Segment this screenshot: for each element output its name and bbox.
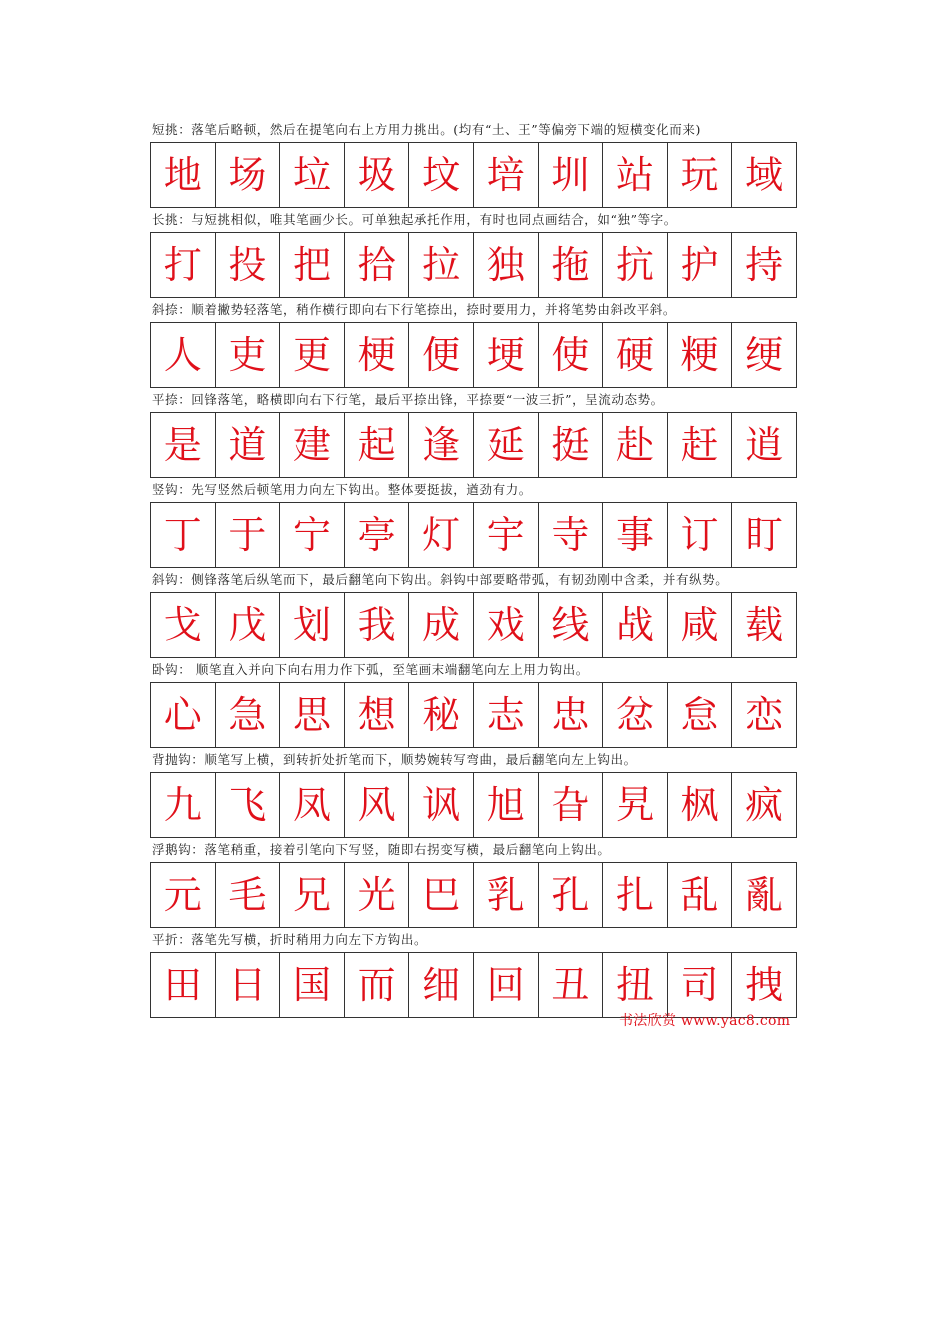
character-cell: 咸 bbox=[668, 593, 733, 657]
section-fu-e-gou bbox=[150, 838, 798, 928]
character-cell: 光 bbox=[345, 863, 410, 927]
character-cell: 圳 bbox=[539, 143, 604, 207]
character-cell: 忿 bbox=[603, 683, 668, 747]
character-grid bbox=[150, 142, 797, 208]
character-cell: 九 bbox=[151, 773, 216, 837]
character-cell: 灯 bbox=[409, 503, 474, 567]
character-cell: 于 bbox=[216, 503, 281, 567]
character-cell: 便 bbox=[409, 323, 474, 387]
section-xie-na bbox=[150, 298, 798, 388]
character-cell: 抗 bbox=[603, 233, 668, 297]
character-grid bbox=[150, 682, 797, 748]
character-grid bbox=[150, 592, 797, 658]
character-cell: 孔 bbox=[539, 863, 604, 927]
character-cell: 是 bbox=[151, 413, 216, 477]
character-cell: 更 bbox=[280, 323, 345, 387]
character-cell: 恋 bbox=[732, 683, 797, 747]
character-cell: 讽 bbox=[409, 773, 474, 837]
character-cell: 埂 bbox=[474, 323, 539, 387]
character-cell: 旭 bbox=[474, 773, 539, 837]
character-grid bbox=[150, 772, 797, 838]
character-cell: 风 bbox=[345, 773, 410, 837]
character-cell: 拾 bbox=[345, 233, 410, 297]
character-grid bbox=[150, 862, 797, 928]
character-cell: 场 bbox=[216, 143, 281, 207]
character-cell: 元 bbox=[151, 863, 216, 927]
character-cell: 建 bbox=[280, 413, 345, 477]
character-cell: 亂 bbox=[732, 863, 797, 927]
stroke-description: 卧钩： 顺笔直入并向下向右用力作下弧，至笔画末端翻笔向左上用力钩出。 bbox=[152, 662, 589, 677]
section-bei-pao-gou bbox=[150, 748, 798, 838]
character-cell: 延 bbox=[474, 413, 539, 477]
character-cell: 人 bbox=[151, 323, 216, 387]
character-cell: 硬 bbox=[603, 323, 668, 387]
character-cell: 巴 bbox=[409, 863, 474, 927]
character-cell: 起 bbox=[345, 413, 410, 477]
character-cell: 疯 bbox=[732, 773, 797, 837]
character-cell: 坟 bbox=[409, 143, 474, 207]
stroke-description: 长挑：与短挑相似，唯其笔画少长。可单独起承托作用，有时也同点画结合，如“独”等字。 bbox=[152, 212, 677, 227]
character-cell: 寺 bbox=[539, 503, 604, 567]
character-cell: 绠 bbox=[732, 323, 797, 387]
stroke-description: 平折：落笔先写横，折时稍用力向左下方钩出。 bbox=[152, 932, 428, 947]
character-cell: 圾 bbox=[345, 143, 410, 207]
practice-sheet bbox=[150, 118, 798, 1018]
character-cell: 载 bbox=[732, 593, 797, 657]
character-cell: 持 bbox=[732, 233, 797, 297]
character-cell: 玩 bbox=[668, 143, 733, 207]
character-grid bbox=[150, 232, 797, 298]
character-cell: 毛 bbox=[216, 863, 281, 927]
character-cell: 域 bbox=[732, 143, 797, 207]
character-cell: 司 bbox=[668, 953, 733, 1017]
character-cell: 戈 bbox=[151, 593, 216, 657]
character-cell: 赶 bbox=[668, 413, 733, 477]
section-ping-na bbox=[150, 388, 798, 478]
character-cell: 打 bbox=[151, 233, 216, 297]
character-cell: 垃 bbox=[280, 143, 345, 207]
character-cell: 独 bbox=[474, 233, 539, 297]
character-cell: 忠 bbox=[539, 683, 604, 747]
character-cell: 田 bbox=[151, 953, 216, 1017]
character-cell: 我 bbox=[345, 593, 410, 657]
character-cell: 志 bbox=[474, 683, 539, 747]
character-cell: 而 bbox=[345, 953, 410, 1017]
character-cell: 国 bbox=[280, 953, 345, 1017]
character-cell: 划 bbox=[280, 593, 345, 657]
stroke-description: 竖钩：先写竖然后顿笔用力向左下钩出。整体要挺拔，遒劲有力。 bbox=[152, 482, 532, 497]
stroke-description: 浮鹅钩：落笔稍重，接着引笔向下写竖，随即右拐变写横，最后翻笔向上钩出。 bbox=[152, 842, 611, 857]
section-ping-zhe bbox=[150, 928, 798, 1018]
character-cell: 宇 bbox=[474, 503, 539, 567]
character-cell: 地 bbox=[151, 143, 216, 207]
character-cell: 丑 bbox=[539, 953, 604, 1017]
character-cell: 旯 bbox=[603, 773, 668, 837]
character-cell: 盯 bbox=[732, 503, 797, 567]
character-cell: 日 bbox=[216, 953, 281, 1017]
character-cell: 梗 bbox=[345, 323, 410, 387]
character-cell: 亭 bbox=[345, 503, 410, 567]
character-cell: 护 bbox=[668, 233, 733, 297]
character-cell: 订 bbox=[668, 503, 733, 567]
character-cell: 乱 bbox=[668, 863, 733, 927]
character-cell: 戊 bbox=[216, 593, 281, 657]
character-cell: 旮 bbox=[539, 773, 604, 837]
character-cell: 把 bbox=[280, 233, 345, 297]
character-cell: 扭 bbox=[603, 953, 668, 1017]
character-cell: 拽 bbox=[732, 953, 797, 1017]
section-xie-gou bbox=[150, 568, 798, 658]
character-cell: 乳 bbox=[474, 863, 539, 927]
character-cell: 逢 bbox=[409, 413, 474, 477]
character-cell: 投 bbox=[216, 233, 281, 297]
character-cell: 拖 bbox=[539, 233, 604, 297]
character-grid bbox=[150, 952, 797, 1018]
section-wo-gou bbox=[150, 658, 798, 748]
character-cell: 枫 bbox=[668, 773, 733, 837]
character-cell: 戏 bbox=[474, 593, 539, 657]
character-cell: 回 bbox=[474, 953, 539, 1017]
stroke-description: 斜钩：侧锋落笔后纵笔而下，最后翻笔向下钩出。斜钩中部要略带弧，有韧劲刚中含柔，并有纵势。 bbox=[152, 572, 729, 587]
character-cell: 事 bbox=[603, 503, 668, 567]
stroke-description: 背抛钩：顺笔写上横，到转折处折笔而下，顺势婉转写弯曲，最后翻笔向左上钩出。 bbox=[152, 752, 637, 767]
stroke-description: 斜捺：顺着撇势轻落笔，稍作横行即向右下行笔捺出，捺时要用力，并将笔势由斜改平斜。 bbox=[152, 302, 677, 317]
stroke-description: 平捺：回锋落笔，略横即向右下行笔，最后平捺出锋，平捺要“一波三折”，呈流动态势。 bbox=[152, 392, 664, 407]
character-cell: 兄 bbox=[280, 863, 345, 927]
stroke-description: 短挑：落笔后略顿，然后在提笔向右上方用力挑出。(均有“土、王”等偏旁下端的短横变化而来) bbox=[152, 122, 701, 137]
character-cell: 宁 bbox=[280, 503, 345, 567]
character-cell: 战 bbox=[603, 593, 668, 657]
character-cell: 赴 bbox=[603, 413, 668, 477]
character-cell: 飞 bbox=[216, 773, 281, 837]
character-cell: 挺 bbox=[539, 413, 604, 477]
character-cell: 心 bbox=[151, 683, 216, 747]
section-duan-tiao bbox=[150, 118, 798, 208]
character-grid bbox=[150, 322, 797, 388]
character-cell: 培 bbox=[474, 143, 539, 207]
character-cell: 凤 bbox=[280, 773, 345, 837]
character-cell: 逍 bbox=[732, 413, 797, 477]
character-cell: 吏 bbox=[216, 323, 281, 387]
character-cell: 细 bbox=[409, 953, 474, 1017]
character-cell: 拉 bbox=[409, 233, 474, 297]
character-cell: 站 bbox=[603, 143, 668, 207]
character-grid bbox=[150, 502, 797, 568]
section-chang-tiao bbox=[150, 208, 798, 298]
character-cell: 秘 bbox=[409, 683, 474, 747]
character-cell: 思 bbox=[280, 683, 345, 747]
character-cell: 怠 bbox=[668, 683, 733, 747]
character-cell: 使 bbox=[539, 323, 604, 387]
watermark-text: 书法欣赏 www.yac8.com bbox=[619, 1013, 791, 1029]
character-cell: 想 bbox=[345, 683, 410, 747]
character-cell: 线 bbox=[539, 593, 604, 657]
character-cell: 粳 bbox=[668, 323, 733, 387]
character-cell: 道 bbox=[216, 413, 281, 477]
character-grid bbox=[150, 412, 797, 478]
character-cell: 丁 bbox=[151, 503, 216, 567]
section-shu-gou bbox=[150, 478, 798, 568]
character-cell: 成 bbox=[409, 593, 474, 657]
character-cell: 扎 bbox=[603, 863, 668, 927]
character-cell: 急 bbox=[216, 683, 281, 747]
